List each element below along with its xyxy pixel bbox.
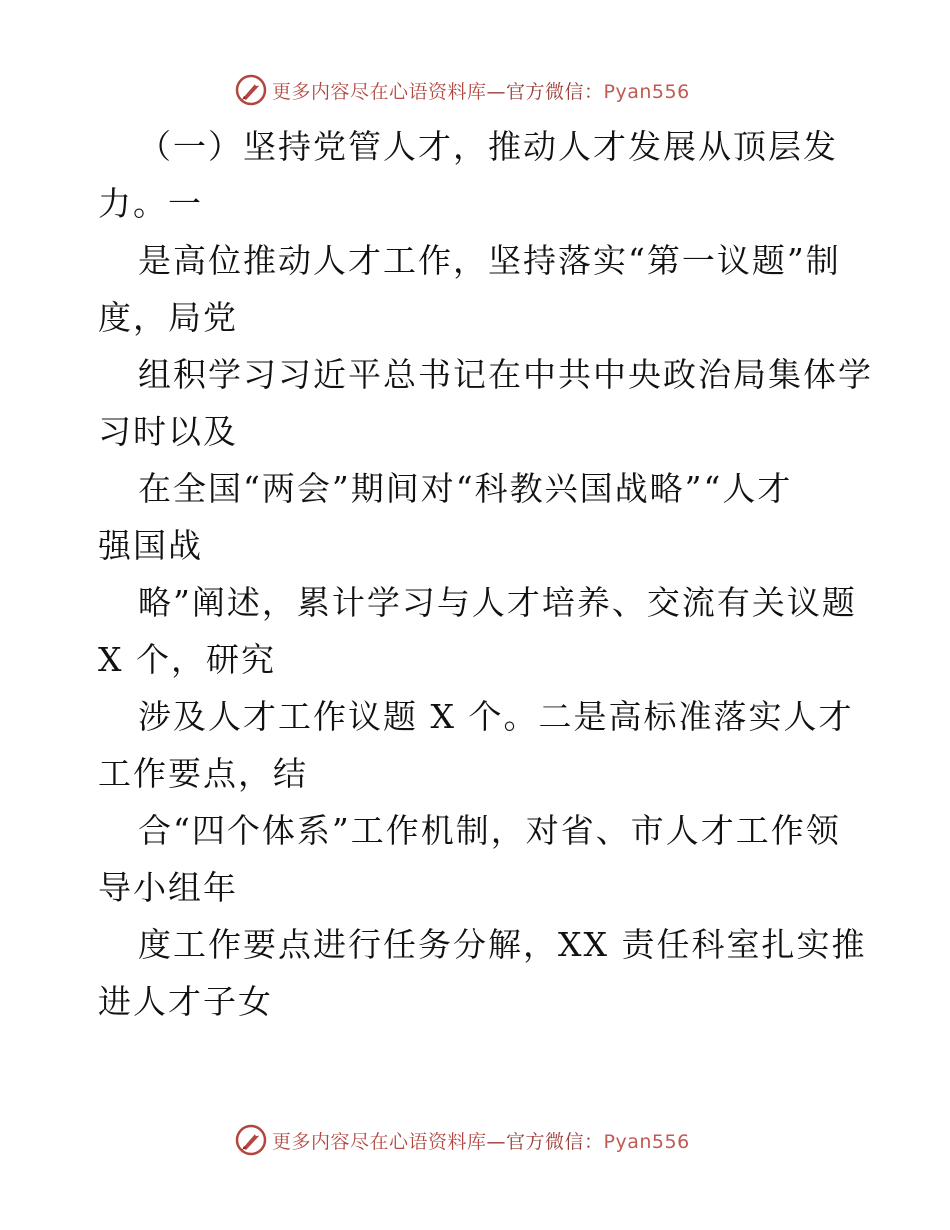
wechat-label: 官方微信： (506, 80, 604, 103)
body-line: X 个，研究 (98, 640, 276, 679)
body-line: 力。一 (98, 184, 203, 223)
body-line: 工作要点，结 (98, 754, 308, 793)
wechat-label: 官方微信： (506, 1130, 604, 1153)
banner-text (272, 77, 690, 104)
body-line: 在全国“两会”期间对“科教兴国战略”“人才 (138, 469, 793, 508)
body-line: 习时以及 (98, 412, 238, 451)
pen-logo-icon (234, 1123, 268, 1157)
body-line: 度，局党 (98, 298, 238, 337)
document-body (98, 118, 873, 1030)
banner-dash: — (486, 1130, 507, 1153)
footer-banner (234, 1122, 714, 1158)
body-line: 强国战 (98, 526, 203, 565)
banner-text (272, 1127, 690, 1154)
body-line: 略”阐述，累计学习与人才培养、交流有关议题 (138, 583, 857, 622)
body-line: 组积学习习近平总书记在中共中央政治局集体学 (138, 355, 873, 394)
banner-slogan: 更多内容尽在心语资料库 (272, 80, 487, 103)
body-line: 合“四个体系”工作机制，对省、市人才工作领 (138, 811, 841, 850)
body-line: 度工作要点进行任务分解，XX 责任科室扎实推 (138, 925, 867, 964)
header-banner (234, 72, 714, 108)
pen-logo-icon (234, 73, 268, 107)
wechat-id: Pyan556 (603, 80, 690, 103)
body-line: 涉及人才工作议题 X 个。二是高标准落实人才 (138, 697, 854, 736)
banner-dash: — (486, 80, 507, 103)
body-line: 是高位推动人才工作，坚持落实“第一议题”制 (138, 241, 841, 280)
body-line: （一）坚持党管人才，推动人才发展从顶层发 (138, 127, 838, 166)
body-line: 导小组年 (98, 868, 238, 907)
wechat-id: Pyan556 (603, 1130, 690, 1153)
body-line: 进人才子女 (98, 982, 273, 1021)
banner-slogan: 更多内容尽在心语资料库 (272, 1130, 487, 1153)
